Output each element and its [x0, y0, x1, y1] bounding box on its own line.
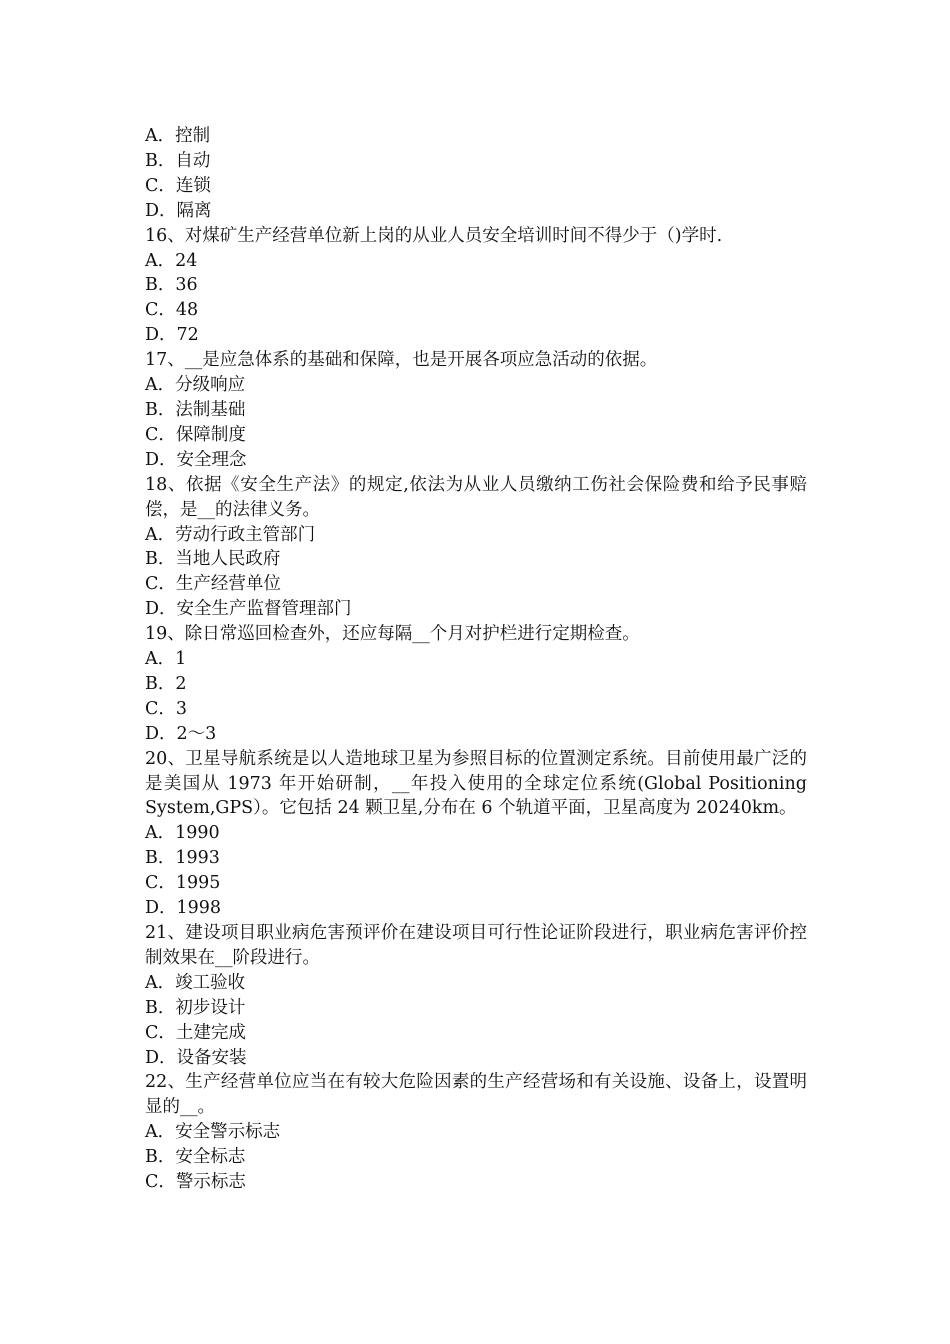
option-16b: B．36: [145, 275, 198, 296]
option-19d: D．2～3: [145, 723, 217, 744]
option-17c: C．保障制度: [145, 424, 246, 445]
question-16: 16、对煤矿生产经营单位新上岗的从业人员安全培训时间不得少于（)学时.: [145, 225, 723, 246]
option-17a: A．分级响应: [145, 375, 246, 396]
option-18d: D．安全生产监督管理部门: [145, 599, 352, 620]
question-20: 20、卫星导航系统是以人造地球卫星为参照目标的位置测定系统。目前使用最广泛的是美国从 1973 年开始研制，__年投入使用的全球定位系统(Global Positioning System,GPS）。它包括 24 颗卫星,分布在 6 个轨道平面，卫星高度为 20240km。: [145, 748, 807, 819]
option-19a: A．1: [145, 649, 187, 670]
option-21c: C．土建完成: [145, 1022, 246, 1043]
question-18: 18、依据《安全生产法》的规定,依法为从业人员缴纳工伤社会保险费和给予民事赔偿，是__的法律义务。: [145, 474, 807, 520]
option-15b: B．自动: [145, 150, 211, 171]
question-19: 19、除日常巡回检查外，还应每隔__个月对护栏进行定期检查。: [145, 624, 640, 645]
option-20b: B．1993: [145, 848, 220, 869]
option-16c: C．48: [145, 300, 199, 321]
option-19b: B．2: [145, 673, 187, 694]
option-22c: C．警示标志: [145, 1172, 246, 1193]
option-19c: C．3: [145, 698, 188, 719]
option-22a: A．安全警示标志: [145, 1122, 281, 1143]
option-20c: C．1995: [145, 873, 221, 894]
option-16a: A．24: [145, 250, 198, 271]
option-15a: A．控制: [145, 126, 211, 146]
option-21d: D．设备安装: [145, 1047, 247, 1068]
document-page: [145, 124, 807, 1195]
option-22b: B．安全标志: [145, 1147, 246, 1168]
option-20a: A．1990: [145, 823, 220, 844]
option-21a: A．竣工验收: [145, 972, 246, 993]
option-17d: D．安全理念: [145, 449, 247, 470]
option-21b: B．初步设计: [145, 997, 246, 1018]
question-17: 17、__是应急体系的基础和保障，也是开展各项应急活动的依据。: [145, 350, 658, 371]
option-18c: C．生产经营单位: [145, 574, 281, 595]
option-15c: C．连锁: [145, 175, 211, 196]
option-18a: A．劳动行政主管部门: [145, 524, 316, 545]
option-18b: B．当地人民政府: [145, 549, 281, 570]
option-20d: D．1998: [145, 898, 222, 919]
option-16d: D．72: [145, 325, 199, 346]
option-15d: D．隔离: [145, 200, 212, 221]
option-17b: B．法制基础: [145, 399, 246, 420]
question-22: 22、生产经营单位应当在有较大危险因素的生产经营场和有关设施、设备上，设置明显的__。: [145, 1072, 807, 1118]
question-21: 21、建设项目职业病危害预评价在建设项目可行性论证阶段进行，职业病危害评价控制效果在__阶段进行。: [145, 923, 807, 968]
